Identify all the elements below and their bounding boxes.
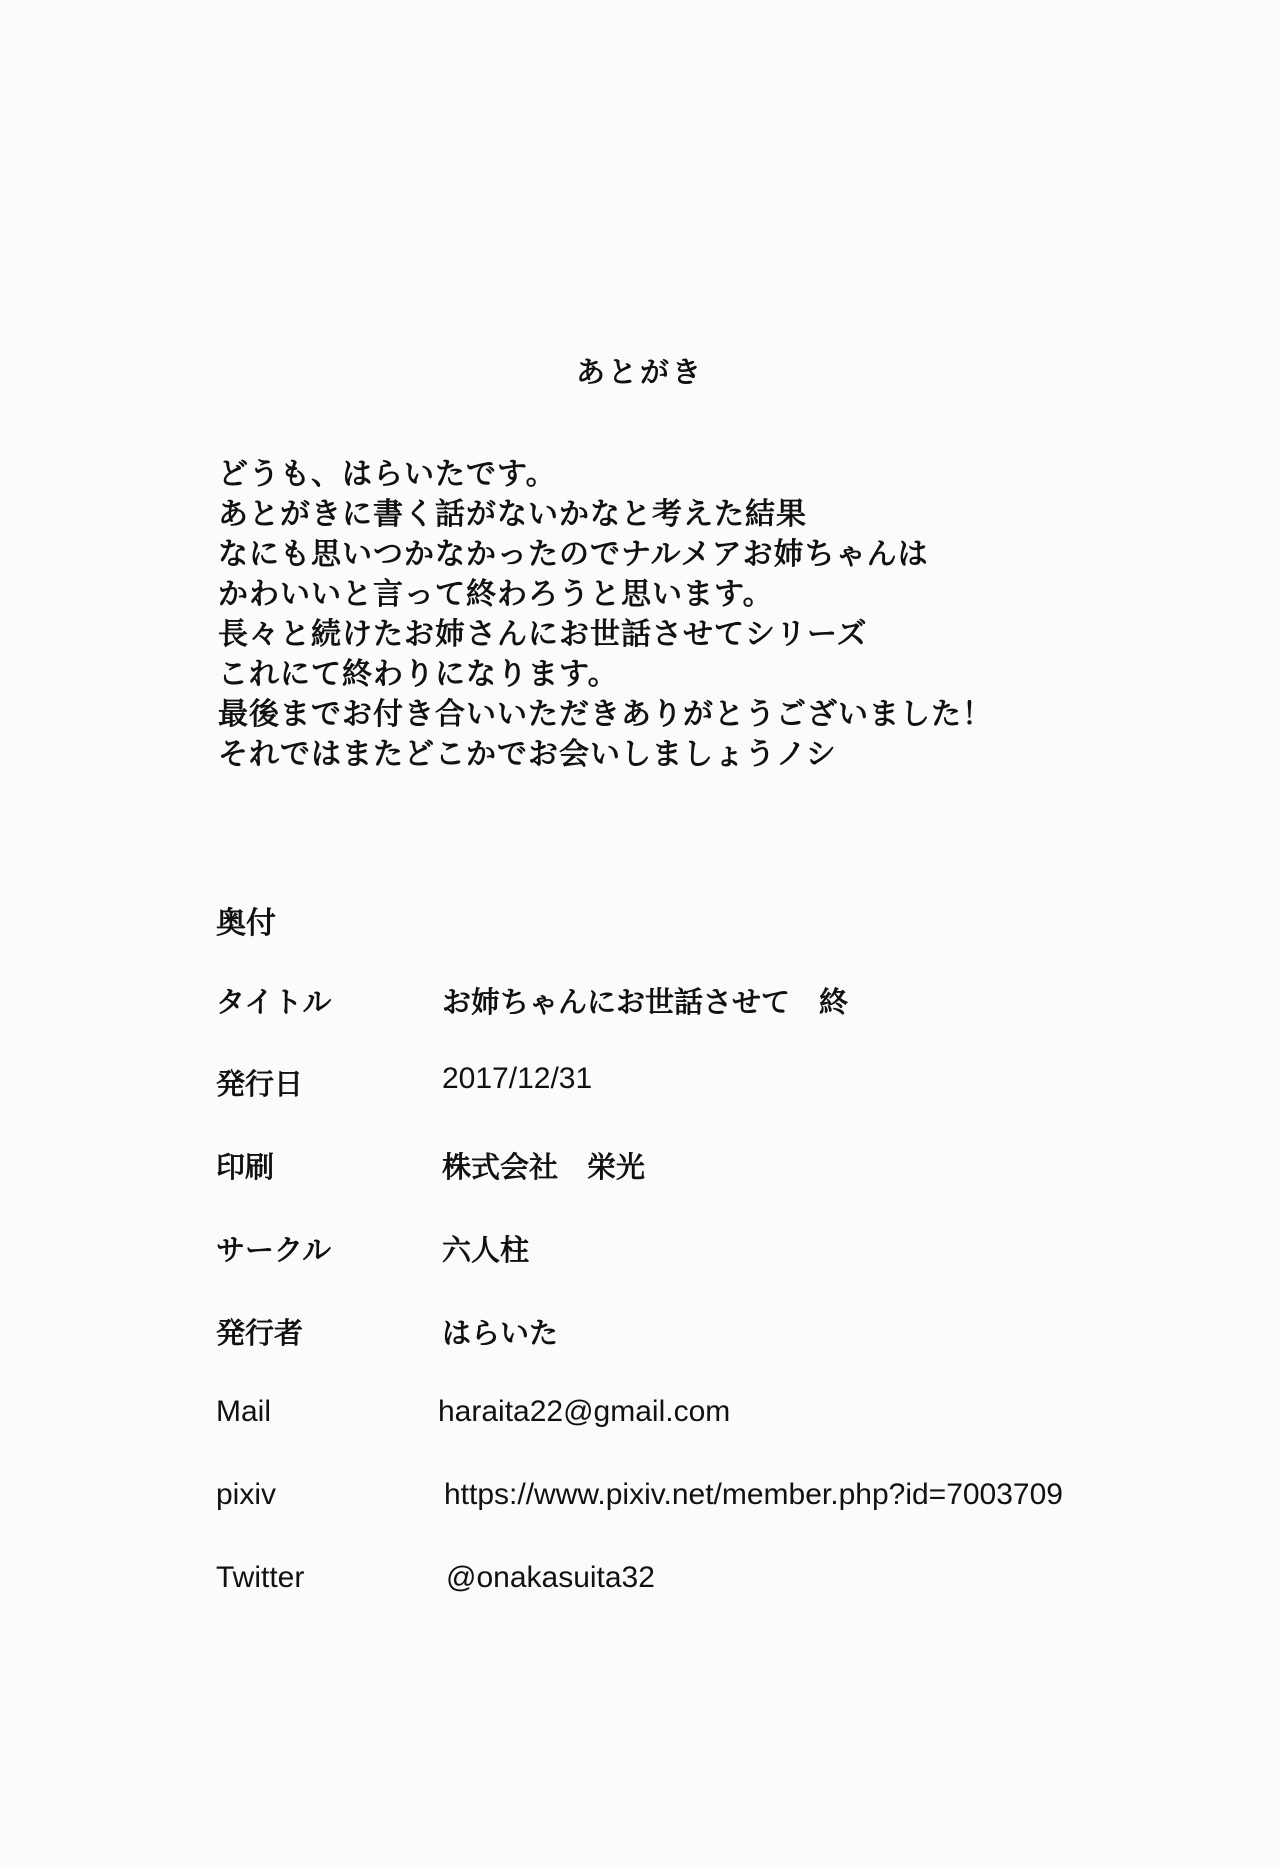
afterword-body [218, 455, 1218, 775]
pixiv-link[interactable]: https://www.pixiv.net/member.php?id=7003709 [444, 1478, 1063, 1511]
colophon-value: 六人柱 [442, 1233, 530, 1267]
colophon-label: サークル [216, 1233, 332, 1267]
afterword-line: なにも思いつかなかったのでナルメアお姉ちゃんは [218, 537, 929, 572]
afterword-line: 長々と続けたお姉さんにお世話させてシリーズ [218, 617, 868, 652]
colophon-label: Twitter [216, 1561, 305, 1594]
colophon-row-twitter [216, 1561, 1256, 1605]
colophon-label: 発行日 [216, 1067, 304, 1101]
colophon-row-circle [216, 1228, 1256, 1272]
afterword-line: あとがきに書く話がないかなと考えた結果 [218, 497, 807, 532]
colophon-value: はらいた [442, 1316, 559, 1350]
afterword-title: あとがき [575, 355, 704, 389]
colophon-heading: 奥付 [216, 906, 276, 941]
colophon-row-mail [216, 1395, 1256, 1439]
colophon-label: 印刷 [216, 1150, 275, 1184]
afterword-line: それではまたどこかでお会いしましょうノシ [218, 737, 837, 772]
afterword-line: 最後までお付き合いいただきありがとうございました！ [218, 697, 993, 732]
afterword-line: これにて終わりになります。 [218, 657, 619, 692]
colophon-label: タイトル [216, 985, 332, 1019]
colophon-row-title [216, 980, 1256, 1024]
colophon-value: お姉ちゃんにお世話させて 終 [442, 985, 849, 1019]
colophon-value: 株式会社 栄光 [442, 1150, 646, 1184]
colophon-label: Mail [216, 1395, 272, 1428]
colophon-row-pixiv [216, 1478, 1256, 1522]
colophon-row-publisher [216, 1311, 1256, 1355]
afterword-line: どうも、はらいたです。 [218, 457, 557, 492]
colophon-label: 発行者 [216, 1316, 304, 1350]
twitter-link[interactable]: @onakasuita32 [446, 1561, 655, 1594]
afterword-line: かわいいと言って終わろうと思います。 [218, 577, 774, 612]
colophon-value: 2017/12/31 [442, 1062, 593, 1095]
colophon-row-printer [216, 1145, 1256, 1189]
colophon-row-date [216, 1062, 1256, 1106]
mail-link[interactable]: haraita22@gmail.com [438, 1395, 731, 1428]
colophon-label: pixiv [216, 1478, 277, 1511]
